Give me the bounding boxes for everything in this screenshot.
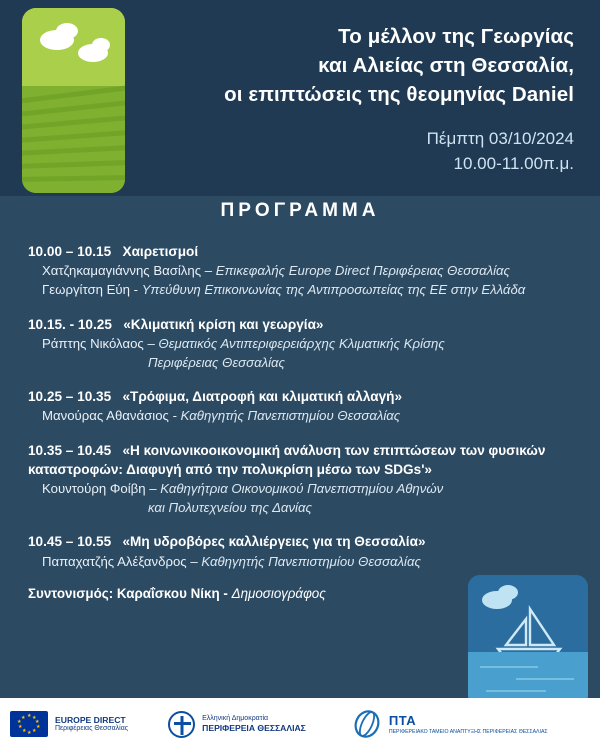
agenda-title: «Κλιματική κρίση και γεωργία» [123,316,324,332]
speaker-role: Υπεύθυνη Επικοινωνίας της Αντιπροσωπείας της ΕΕ στην Ελλάδα [141,282,526,298]
speaker-role: Καθηγήτρια Οικονομικού Πανεπιστημίου Αθηνών [160,481,444,497]
agenda-item-head [28,242,573,261]
title-line-1: Το μέλλον της Γεωργίας [338,25,574,48]
speaker-role: Επικεφαλής Europe Direct Περιφέρειας Θεσσαλίας [215,263,510,279]
title-line-3: οι επιπτώσεις της θεομηνίας Daniel [224,83,574,107]
sea-illustration-card [468,575,588,707]
agenda-speaker [28,280,573,299]
agenda-title: «Μη υδροβόρες καλλιέργειες για τη Θεσσαλία» [122,534,426,550]
speaker-dash: - [172,408,177,424]
agenda-title: Χαιρετισμοί [122,244,199,259]
agenda-speaker [28,552,573,571]
cloud-icon [56,23,78,39]
europe-direct-logo [0,711,138,737]
speaker-dash: – [190,553,198,569]
title-line-2: και Αλιείας στη Θεσσαλία, [318,54,574,78]
agenda-item [28,532,573,570]
speaker-role: Θεματικός Αντιπεριφερειάρχης Κλιματικής Κρίσης [158,335,445,351]
agenda-speaker [28,406,573,425]
speaker-name: Χατζηκαμαγιάννης Βασίλης [42,263,202,279]
pta-swoosh-icon [352,709,382,739]
speaker-role: Περιφέρειας Θεσσαλίας [148,355,285,371]
agenda-item [28,315,573,373]
cloud-icon [92,38,110,52]
event-time: 10.00-11.00π.μ. [453,153,574,173]
speaker-name: Μανούρας Αθανάσιος [42,408,169,424]
agenda-title: «Η κοινωνικοοικονομική ανάλυση των επιπτώσεων των φυσικών καταστροφών: Διαφυγή από την πολυκρίση μέσω των SDGs'» [28,442,546,477]
greek-emblem-icon [168,711,195,738]
farm-field [22,86,125,193]
event-header [144,22,574,177]
agenda-time: 10.00 – 10.15 [28,244,112,259]
eu-flag-icon: ★ ★ ★ ★ ★ ★ ★ ★ ★ ★ [10,711,48,737]
footer-logos [0,698,600,750]
agenda-speaker [28,334,573,353]
agenda-item-head [28,387,573,406]
region-thessaly-logo [158,711,316,738]
speaker-role: και Πολυτεχνείου της Δανίας [148,500,312,516]
moderator-label: Συντονισμός: [28,585,114,601]
agenda-item-head [28,315,573,334]
programme-list [28,242,573,601]
pta-subtitle: ΠΕΡΙΦΕΡΕΙΑΚΟ ΤΑΜΕΙΟ ΑΝΑΠΤΥΞΗΣ ΠΕΡΙΦΕΡΕΙΑΣ ΘΕΣΣΑΛΙΑΣ [388,728,548,735]
agenda-speaker-continuation [28,498,573,517]
speaker-dash: – [147,335,155,351]
speaker-name: Ράπτης Νικόλαος [42,335,144,351]
speaker-name: Γεωργίτση Εύη [42,282,130,298]
speaker-dash: – [204,263,213,279]
moderator-role: Δημοσιογράφος [231,585,326,601]
agenda-item [28,387,573,425]
agenda-item [28,242,573,300]
moderator-dash: - [223,585,228,601]
speaker-role: Καθηγητής Πανεπιστημίου Θεσσαλίας [201,553,421,569]
pta-logo [342,709,558,739]
event-datetime [144,127,574,176]
agenda-title: «Τρόφιμα, Διατροφή και κλιματική αλλαγή» [122,389,403,405]
region-line-1: Ελληνική Δημοκρατία [202,714,269,722]
agenda-speaker [28,261,573,280]
agenda-item-head [28,532,573,551]
region-line-2: ΠΕΡΙΦΕΡΕΙΑ ΘΕΣΣΑΛΙΑΣ [202,723,306,734]
speaker-role: Καθηγητής Πανεπιστημίου Θεσσαλίας [180,408,401,424]
farm-illustration-card [22,8,125,193]
moderator-name: Καραΐσκου Νίκη [116,585,220,601]
pta-title: ΠΤΑ [388,713,417,729]
europe-direct-subtitle: Περιφέρειας Θεσσαλίας [55,724,129,732]
programme-heading: ΠΡΟΓΡΑΜΜΑ [220,200,380,221]
speaker-dash: - [133,282,139,298]
europe-direct-title: EUROPE DIRECT [55,714,126,725]
agenda-speaker-continuation [28,353,573,372]
page-title [144,22,574,109]
event-date: Πέμπτη 03/10/2024 [426,129,574,149]
agenda-speaker [28,479,573,498]
agenda-time: 10.35 – 10.45 [28,442,112,458]
agenda-time: 10.45 – 10.55 [28,534,112,550]
speaker-name: Παπαχατζής Αλέξανδρος [42,553,187,569]
speaker-dash: – [149,481,157,497]
agenda-item-head [28,441,573,480]
speaker-name: Κουντούρη Φοίβη [42,481,146,497]
agenda-time: 10.25 – 10.35 [28,389,112,405]
agenda-item [28,441,573,518]
agenda-time: 10.15. - 10.25 [28,316,112,332]
